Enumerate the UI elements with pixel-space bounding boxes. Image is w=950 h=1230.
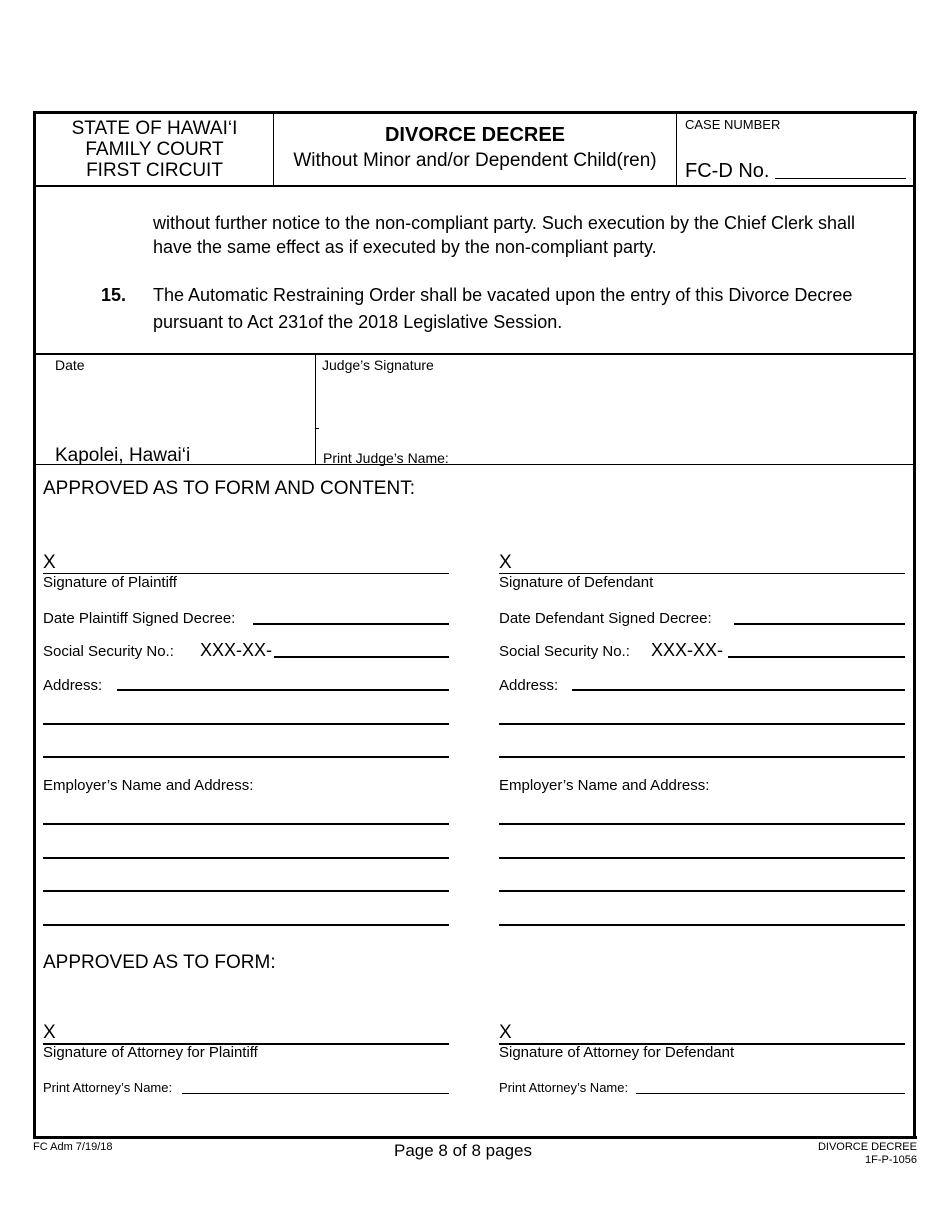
footer-form-title: DIVORCE DECREE	[817, 1141, 917, 1153]
defendant-ssn-prefix: XXX-XX-	[651, 640, 724, 660]
document-subtitle: Without Minor and/or Dependent Child(ren)	[293, 150, 657, 171]
plaintiff-employer-field-4[interactable]	[43, 924, 449, 926]
plaintiff-address-field-3[interactable]	[43, 756, 449, 758]
frame-right	[913, 111, 916, 1139]
frame-top	[33, 111, 917, 114]
plaintiff-employer-field-1[interactable]	[43, 823, 449, 825]
plaintiff-attorney-signature-label: Signature of Attorney for Plaintiff	[43, 1044, 258, 1061]
item-15-number: 15.	[101, 285, 127, 305]
header-divider-2	[676, 113, 677, 186]
court-location: Kapolei, Hawai‘i	[55, 445, 191, 466]
defendant-attorney-signature-label: Signature of Attorney for Defendant	[499, 1044, 735, 1061]
defendant-employer-field-2[interactable]	[499, 857, 905, 859]
defendant-employer-field-4[interactable]	[499, 924, 905, 926]
defendant-x-mark: X	[499, 552, 512, 573]
court-family: FAMILY COURT	[85, 139, 224, 160]
plaintiff-ssn-prefix: XXX-XX-	[200, 640, 273, 660]
approved-content-heading: APPROVED AS TO FORM AND CONTENT:	[43, 478, 415, 499]
defendant-employer-field-1[interactable]	[499, 823, 905, 825]
frame-bottom	[33, 1136, 917, 1139]
judge-signature-label: Judge’s Signature	[322, 357, 434, 373]
item-15-line-1: The Automatic Restraining Order shall be vacated upon the entry of this Divorce Decree	[153, 285, 853, 305]
defendant-address-field-3[interactable]	[499, 756, 905, 758]
approved-form-heading: APPROVED AS TO FORM:	[43, 952, 276, 973]
continuation-line-2: have the same effect as if executed by the non-compliant party.	[153, 237, 657, 257]
frame-left	[33, 111, 36, 1139]
document-title: DIVORCE DECREE	[384, 124, 566, 146]
plaintiff-attorney-x-mark: X	[43, 1022, 56, 1043]
defendant-date-signed-label: Date Defendant Signed Decree:	[499, 610, 712, 627]
footer-form-code: 1F-P-1056	[865, 1154, 917, 1166]
plaintiff-attorney-print-name-label: Print Attorney’s Name:	[43, 1080, 173, 1095]
case-number-label: CASE NUMBER	[685, 117, 781, 132]
defendant-address-field-2[interactable]	[499, 723, 905, 725]
footer-form-date: FC Adm 7/19/18	[33, 1141, 113, 1153]
case-number-field[interactable]	[775, 178, 906, 179]
plaintiff-address-label: Address:	[43, 677, 103, 694]
defendant-employer-label: Employer’s Name and Address:	[499, 777, 710, 794]
defendant-address-label: Address:	[499, 677, 559, 694]
defendant-employer-field-3[interactable]	[499, 890, 905, 892]
defendant-date-signed-field[interactable]	[734, 623, 905, 625]
plaintiff-signature-label: Signature of Plaintiff	[43, 574, 177, 591]
court-circuit: FIRST CIRCUIT	[86, 160, 223, 181]
fcd-number-label: FC-D No.	[685, 160, 770, 182]
signature-block-divider	[315, 355, 316, 465]
defendant-attorney-print-name-label: Print Attorney’s Name:	[499, 1080, 629, 1095]
defendant-signature-label: Signature of Defendant	[499, 574, 654, 591]
plaintiff-employer-field-3[interactable]	[43, 890, 449, 892]
plaintiff-employer-label: Employer’s Name and Address:	[43, 777, 254, 794]
signature-block-top-rule	[35, 353, 915, 355]
plaintiff-address-field-1[interactable]	[117, 689, 449, 691]
judge-signature-field[interactable]	[316, 428, 319, 429]
footer-page-info: Page 8 of 8 pages	[394, 1141, 533, 1160]
defendant-attorney-x-mark: X	[499, 1022, 512, 1043]
header-bottom-rule	[35, 185, 915, 187]
plaintiff-date-signed-label: Date Plaintiff Signed Decree:	[43, 610, 236, 627]
defendant-address-field-1[interactable]	[572, 689, 905, 691]
plaintiff-employer-field-2[interactable]	[43, 857, 449, 859]
plaintiff-attorney-print-name-field[interactable]	[182, 1093, 449, 1094]
defendant-attorney-print-name-field[interactable]	[636, 1093, 905, 1094]
plaintiff-ssn-label: Social Security No.:	[43, 643, 174, 660]
print-judge-name-label: Print Judge’s Name:	[323, 450, 449, 466]
date-label: Date	[55, 357, 85, 373]
continuation-line-1: without further notice to the non-compliant party. Such execution by the Chief Clerk shall	[153, 213, 856, 233]
item-15-line-2: pursuant to Act 231of the 2018 Legislative Session.	[153, 312, 563, 332]
plaintiff-x-mark: X	[43, 552, 56, 573]
plaintiff-ssn-field[interactable]	[274, 656, 449, 658]
plaintiff-address-field-2[interactable]	[43, 723, 449, 725]
court-name	[36, 118, 273, 181]
court-state: STATE OF HAWAI‘I	[71, 118, 238, 139]
plaintiff-date-signed-field[interactable]	[253, 623, 449, 625]
defendant-ssn-label: Social Security No.:	[499, 643, 630, 660]
defendant-ssn-field[interactable]	[728, 656, 905, 658]
